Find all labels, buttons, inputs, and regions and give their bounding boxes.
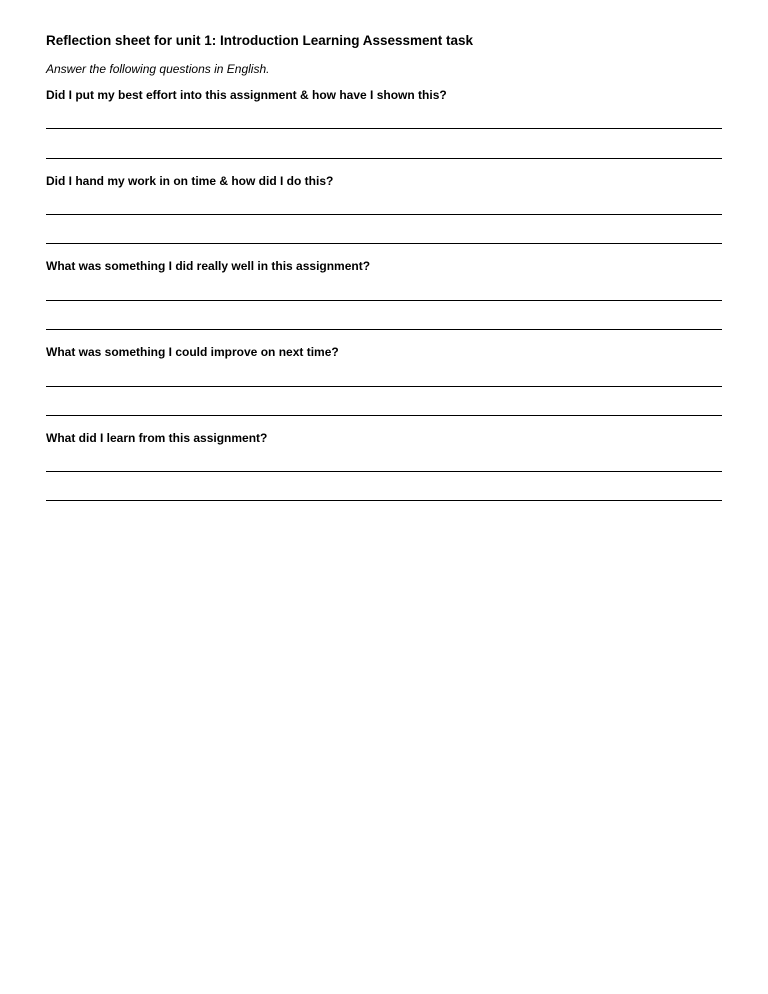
answer-line-4a[interactable]	[46, 386, 722, 387]
question-2: Did I hand my work in on time & how did I do this?	[46, 174, 334, 188]
answer-line-4b[interactable]	[46, 415, 722, 416]
answer-line-2a[interactable]	[46, 214, 722, 215]
question-5: What did I learn from this assignment?	[46, 431, 268, 445]
worksheet-title: Reflection sheet for unit 1: Introduction Learning Assessment task	[46, 33, 474, 48]
question-1: Did I put my best effort into this assignment & how have I shown this?	[46, 88, 447, 102]
answer-line-3b[interactable]	[46, 329, 722, 330]
answer-line-5a[interactable]	[46, 471, 722, 472]
answer-line-1b[interactable]	[46, 158, 722, 159]
question-3: What was something I did really well in this assignment?	[46, 259, 371, 273]
answer-line-3a[interactable]	[46, 300, 722, 301]
instruction-text: Answer the following questions in English.	[46, 62, 270, 76]
answer-line-1a[interactable]	[46, 128, 722, 129]
question-4: What was something I could improve on next time?	[46, 345, 339, 359]
answer-line-2b[interactable]	[46, 243, 722, 244]
answer-line-5b[interactable]	[46, 500, 722, 501]
